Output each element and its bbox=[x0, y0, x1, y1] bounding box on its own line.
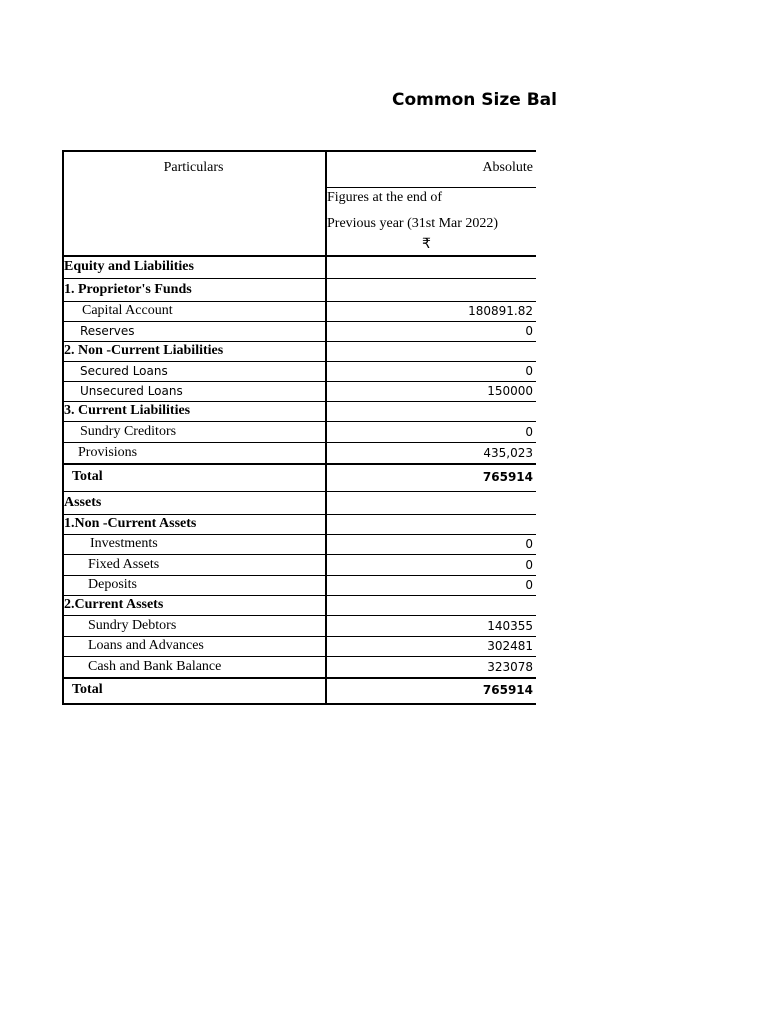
rupee-icon: ₹ bbox=[422, 236, 431, 252]
table-row bbox=[62, 301, 536, 321]
table-row bbox=[62, 421, 536, 442]
row-value: 323078 bbox=[487, 659, 533, 674]
page-title bbox=[0, 90, 768, 116]
row-label: 2.Current Assets bbox=[64, 597, 164, 612]
table-row bbox=[62, 442, 536, 463]
table-row bbox=[62, 615, 536, 636]
row-label: Total bbox=[72, 469, 103, 484]
row-value bbox=[327, 595, 533, 615]
row-value: 150000 bbox=[487, 384, 533, 398]
row-value: 140355 bbox=[487, 618, 533, 633]
table-row bbox=[62, 361, 536, 381]
row-label: Unsecured Loans bbox=[80, 384, 183, 398]
row-value bbox=[327, 491, 533, 514]
table-row bbox=[62, 381, 536, 401]
row-value: 0 bbox=[525, 364, 533, 378]
row-label: Reserves bbox=[80, 324, 135, 338]
row-label: Loans and Advances bbox=[88, 638, 204, 653]
table-row bbox=[62, 534, 536, 554]
row-label: 1.Non -Current Assets bbox=[64, 516, 197, 531]
header-absolute: Absolute bbox=[482, 160, 533, 175]
row-label: Equity and Liabilities bbox=[64, 258, 194, 274]
row-label: Total bbox=[72, 682, 103, 697]
row-label: 2. Non -Current Liabilities bbox=[64, 343, 224, 358]
row-value bbox=[327, 514, 533, 534]
table-row bbox=[62, 554, 536, 575]
row-label: Capital Account bbox=[82, 303, 173, 318]
header-figures-line2: Previous year (31st Mar 2022) bbox=[327, 216, 499, 231]
row-value bbox=[327, 341, 533, 361]
row-label: Deposits bbox=[88, 577, 137, 592]
row-label: Sundry Debtors bbox=[88, 617, 177, 633]
header-particulars: Particulars bbox=[163, 160, 224, 175]
row-value: 435,023 bbox=[483, 445, 533, 460]
table-header bbox=[62, 150, 536, 255]
row-value: 0 bbox=[525, 424, 533, 439]
row-label: Assets bbox=[64, 494, 102, 510]
row-label: Secured Loans bbox=[80, 364, 168, 378]
balance-sheet-table bbox=[62, 150, 536, 705]
row-value bbox=[327, 278, 533, 301]
row-label: Investments bbox=[90, 536, 158, 551]
table-row bbox=[62, 463, 536, 491]
row-label: 3. Current Liabilities bbox=[64, 403, 191, 418]
table-row bbox=[62, 656, 536, 677]
row-value: 180891.82 bbox=[468, 304, 533, 318]
row-label: Cash and Bank Balance bbox=[88, 658, 222, 674]
row-value: 302481 bbox=[487, 639, 533, 653]
row-label: Sundry Creditors bbox=[80, 423, 177, 439]
row-value: 0 bbox=[525, 578, 533, 592]
table-row bbox=[62, 595, 536, 615]
row-value: 0 bbox=[525, 557, 533, 572]
table-row bbox=[62, 341, 536, 361]
table-row bbox=[62, 278, 536, 301]
row-value bbox=[327, 255, 533, 278]
row-value: 0 bbox=[525, 324, 533, 338]
row-value: 765914 bbox=[482, 683, 533, 697]
table-row bbox=[62, 677, 536, 703]
row-value: 0 bbox=[525, 537, 533, 551]
row-value: 765914 bbox=[482, 470, 533, 484]
table-row bbox=[62, 321, 536, 341]
row-label: Fixed Assets bbox=[88, 556, 160, 572]
table-row bbox=[62, 255, 536, 278]
row-value bbox=[327, 401, 533, 421]
table-row bbox=[62, 491, 536, 514]
table-row bbox=[62, 514, 536, 534]
row-label: 1. Proprietor's Funds bbox=[64, 281, 192, 297]
table-row bbox=[62, 575, 536, 595]
header-figures-line1: Figures at the end of bbox=[327, 190, 443, 205]
table-row bbox=[62, 636, 536, 656]
title-text: Common Size Bal bbox=[392, 90, 557, 110]
row-label: Provisions bbox=[78, 444, 138, 460]
table-row bbox=[62, 401, 536, 421]
